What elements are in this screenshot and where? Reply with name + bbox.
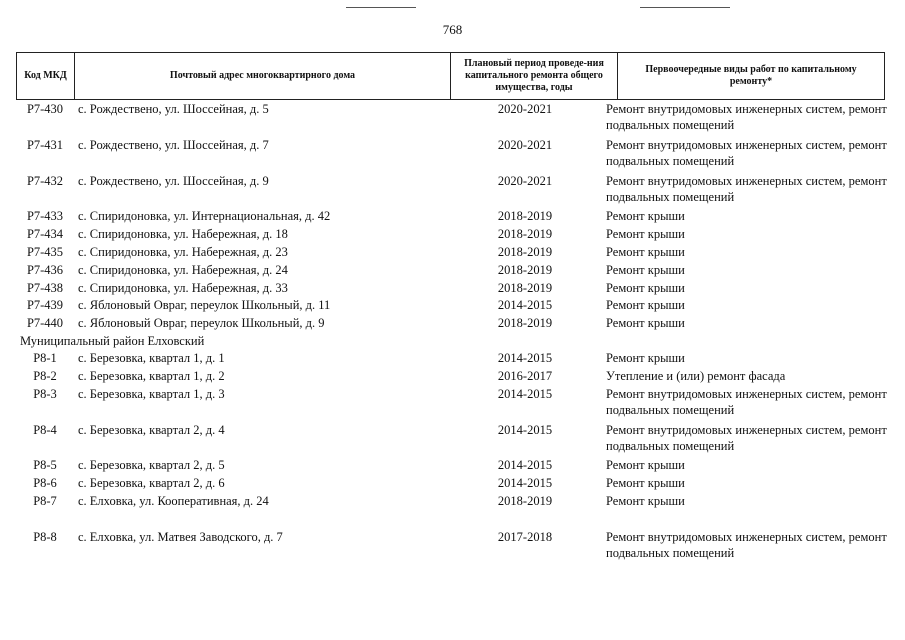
row-period: 2020-2021 bbox=[497, 138, 553, 152]
row-period: 2014-2015 bbox=[497, 351, 553, 365]
row-period: 2014-2015 bbox=[497, 423, 553, 437]
row-code: Р7-440 bbox=[26, 316, 64, 330]
row-address: с. Березовка, квартал 1, д. 1 bbox=[78, 351, 225, 365]
row-works: Ремонт крыши bbox=[606, 476, 685, 490]
row-period: 2018-2019 bbox=[497, 281, 553, 295]
row-code: Р8-5 bbox=[33, 458, 57, 472]
header-address: Почтовый адрес многоквартирного дома bbox=[75, 53, 451, 99]
row-address: с. Елховка, ул. Матвея Заводского, д. 7 bbox=[78, 530, 283, 544]
header-code: Код МКД bbox=[17, 53, 75, 99]
row-code: Р8-1 bbox=[33, 351, 57, 365]
row-code: Р7-438 bbox=[26, 281, 64, 295]
row-address: с. Рождествено, ул. Шоссейная, д. 9 bbox=[78, 174, 269, 188]
row-period: 2018-2019 bbox=[497, 245, 553, 259]
row-period: 2018-2019 bbox=[497, 263, 553, 277]
row-period: 2014-2015 bbox=[497, 476, 553, 490]
row-works: Ремонт внутридомовых инженерных систем, ремонт подвальных помещений bbox=[606, 174, 887, 204]
row-works: Ремонт крыши bbox=[606, 209, 685, 223]
row-address: с. Березовка, квартал 1, д. 3 bbox=[78, 387, 225, 401]
row-works: Ремонт крыши bbox=[606, 494, 685, 508]
row-address: с. Березовка, квартал 2, д. 4 bbox=[78, 423, 225, 437]
row-code: Р8-8 bbox=[33, 530, 57, 544]
row-code: Р8-3 bbox=[33, 387, 57, 401]
row-code: Р7-433 bbox=[26, 209, 64, 223]
row-code: Р8-6 bbox=[33, 476, 57, 490]
header-period: Плановый период проведе-ния капитального ремонта общего имущества, годы bbox=[451, 53, 618, 99]
table-header bbox=[16, 52, 885, 100]
row-code: Р8-4 bbox=[33, 423, 57, 437]
row-address: с. Березовка, квартал 1, д. 2 bbox=[78, 369, 225, 383]
row-period: 2018-2019 bbox=[497, 209, 553, 223]
row-works: Ремонт крыши bbox=[606, 458, 685, 472]
row-code: Р8-2 bbox=[33, 369, 57, 383]
row-works: Ремонт внутридомовых инженерных систем, ремонт подвальных помещений bbox=[606, 530, 887, 560]
row-address: с. Спиридоновка, ул. Набережная, д. 18 bbox=[78, 227, 288, 241]
row-works: Ремонт внутридомовых инженерных систем, ремонт подвальных помещений bbox=[606, 387, 887, 417]
row-works: Ремонт внутридомовых инженерных систем, ремонт подвальных помещений bbox=[606, 423, 887, 453]
row-code: Р7-432 bbox=[26, 174, 64, 188]
row-period: 2017-2018 bbox=[497, 530, 553, 544]
row-address: с. Спиридоновка, ул. Набережная, д. 33 bbox=[78, 281, 288, 295]
row-works: Ремонт крыши bbox=[606, 263, 685, 277]
row-works: Ремонт крыши bbox=[606, 351, 685, 365]
row-address: с. Березовка, квартал 2, д. 5 bbox=[78, 458, 225, 472]
row-address: с. Рождествено, ул. Шоссейная, д. 7 bbox=[78, 138, 269, 152]
section-title: Муниципальный район Елховский bbox=[20, 334, 205, 348]
row-period: 2014-2015 bbox=[497, 458, 553, 472]
row-works: Ремонт крыши bbox=[606, 316, 685, 330]
row-code: Р7-435 bbox=[26, 245, 64, 259]
row-code: Р8-7 bbox=[33, 494, 57, 508]
row-address: с. Елховка, ул. Кооперативная, д. 24 bbox=[78, 494, 269, 508]
row-address: с. Рождествено, ул. Шоссейная, д. 5 bbox=[78, 102, 269, 116]
scan-artifact bbox=[640, 7, 730, 8]
row-code: Р7-430 bbox=[26, 102, 64, 116]
row-address: с. Березовка, квартал 2, д. 6 bbox=[78, 476, 225, 490]
row-address: с. Спиридоновка, ул. Набережная, д. 24 bbox=[78, 263, 288, 277]
row-code: Р7-434 bbox=[26, 227, 64, 241]
row-period: 2016-2017 bbox=[497, 369, 553, 383]
row-code: Р7-439 bbox=[26, 298, 64, 312]
row-works: Утепление и (или) ремонт фасада bbox=[606, 369, 786, 383]
row-works: Ремонт внутридомовых инженерных систем, ремонт подвальных помещений bbox=[606, 102, 887, 132]
row-period: 2018-2019 bbox=[497, 316, 553, 330]
row-works: Ремонт крыши bbox=[606, 281, 685, 295]
page-number: 768 bbox=[442, 22, 463, 37]
row-address: с. Спиридоновка, ул. Интернациональная, д. 42 bbox=[78, 209, 331, 223]
row-address: с. Спиридоновка, ул. Набережная, д. 23 bbox=[78, 245, 288, 259]
row-code: Р7-431 bbox=[26, 138, 64, 152]
row-works: Ремонт внутридомовых инженерных систем, ремонт подвальных помещений bbox=[606, 138, 887, 168]
row-works: Ремонт крыши bbox=[606, 227, 685, 241]
scan-artifact bbox=[346, 7, 416, 8]
row-period: 2020-2021 bbox=[497, 102, 553, 116]
row-period: 2018-2019 bbox=[497, 227, 553, 241]
row-period: 2014-2015 bbox=[497, 387, 553, 401]
header-works: Первоочередные виды работ по капитальному ремонту* bbox=[645, 64, 857, 87]
row-period: 2018-2019 bbox=[497, 494, 553, 508]
row-period: 2014-2015 bbox=[497, 298, 553, 312]
row-address: с. Яблоновый Овраг, переулок Школьный, д. 11 bbox=[78, 298, 331, 312]
row-code: Р7-436 bbox=[26, 263, 64, 277]
row-address: с. Яблоновый Овраг, переулок Школьный, д. 9 bbox=[78, 316, 325, 330]
row-works: Ремонт крыши bbox=[606, 298, 685, 312]
row-works: Ремонт крыши bbox=[606, 245, 685, 259]
row-period: 2020-2021 bbox=[497, 174, 553, 188]
